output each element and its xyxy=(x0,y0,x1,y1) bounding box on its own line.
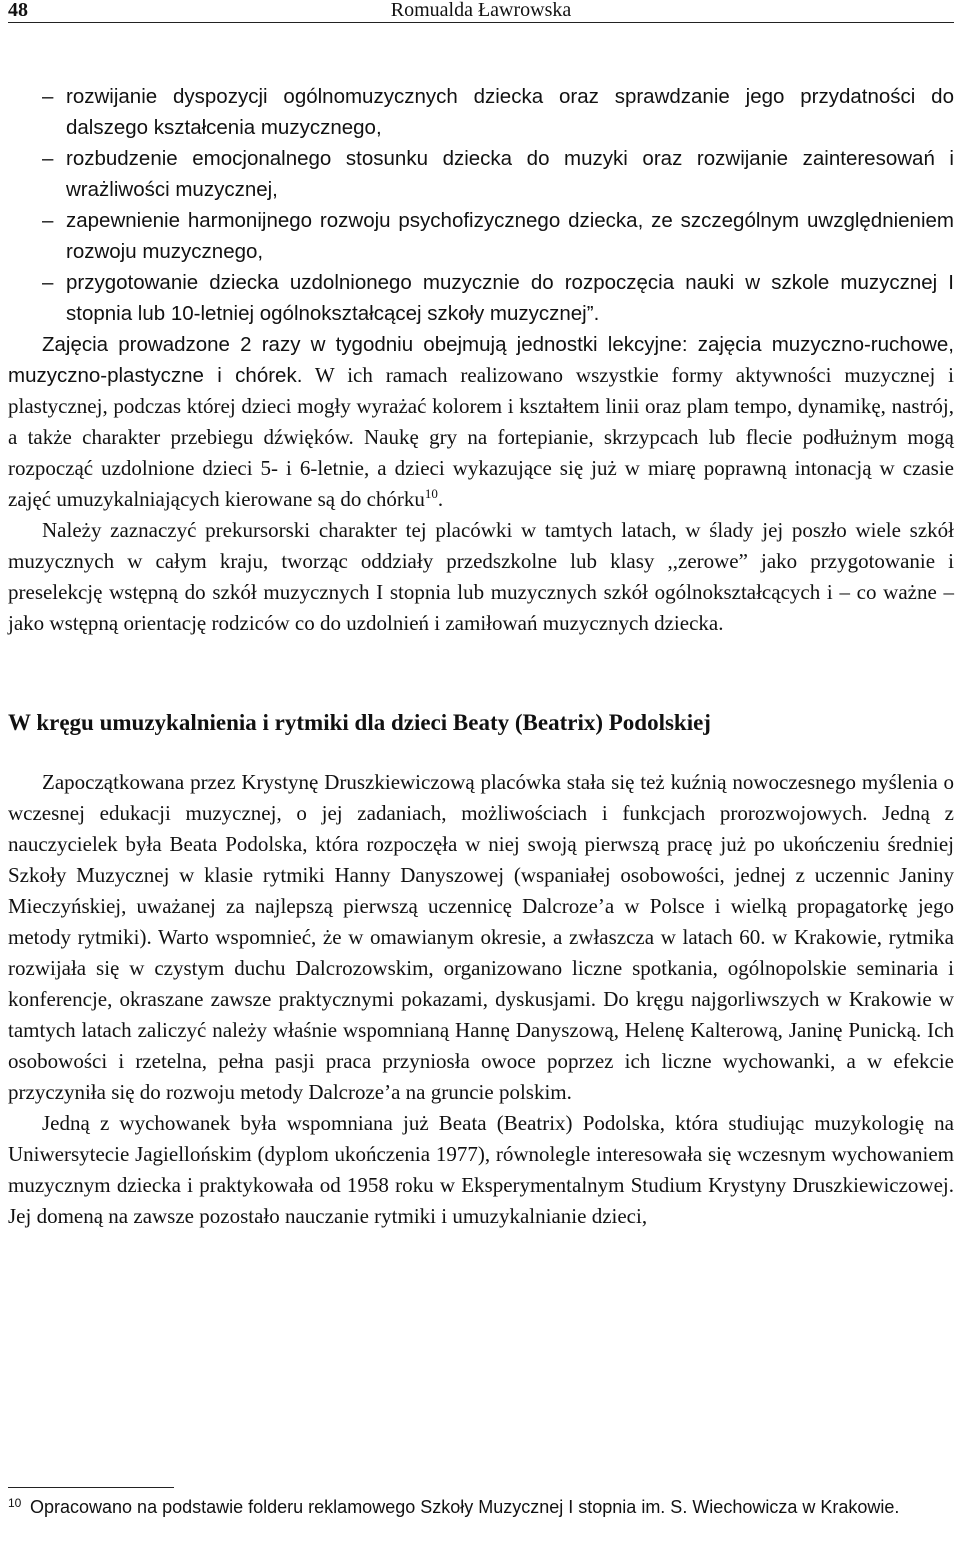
page-number: 48 xyxy=(8,0,28,21)
paragraph-classes-rest: W ich ramach realizowano wszystkie formy aktywności muzycznej i plastycznej, podczas której dzieci mogły wyrażać kolorem i kształtem linii oraz plam tempo, dynamikę, nastrój, a także charakter przebiegu dźwięków. Naukę gry na fortepianie, skrzypcach lub flecie podłużnym mogą rozpocząć uzdolnione dzieci 5- i 6-letnie, a dzieci wykazujące się już w miarę poprawną intonacją w czasie zajęć umuzykalniających kierowane są do chórku xyxy=(8,363,954,511)
section-body xyxy=(8,767,954,1232)
page-header xyxy=(8,0,954,23)
running-head: Romualda Ławrowska xyxy=(390,0,572,21)
list-item xyxy=(8,205,954,267)
paragraph-podolska: Jedną z wychowanek była wspomniana już Beata (Beatrix) Podolska, która studiując muzykologię na Uniwersytecie Jagiellońskim (dyplom ukończenia 1977), równolegle interesowała się wczesnym wychowaniem muzycznym dziecka i praktykowała od 1958 roku w Eksperymentalnym Studium Krystyny Druszkiewiczowej. Jej domeną na zawsze pozostało nauczanie rytmiki i umuzykalnianie dzieci, xyxy=(8,1111,954,1228)
list-dash: – xyxy=(42,85,54,108)
list-item-text: zapewnienie harmonijnego rozwoju psychofizycznego dziecka, ze szczególnym uwzględnieniem rozwoju muzycznego, xyxy=(66,209,954,263)
footnote-divider xyxy=(8,1487,174,1488)
footnote xyxy=(8,1494,948,1520)
list-item xyxy=(8,267,954,329)
footnote-mark: 10 xyxy=(8,1496,22,1510)
list-item-text: przygotowanie dziecka uzdolnionego muzycznie do rozpoczęcia nauki w szkole muzycznej I stopnia lub 10-letniej ogólnokształcącej szkoły muzycznej”. xyxy=(66,271,954,325)
paragraph-pioneering: Należy zaznaczyć prekursorski charakter tej placówki w tamtych latach, w ślady jej poszło wiele szkół muzycznych w całym kraju, tworząc oddziały przedszkolne lub klasy ,,zerowe” jako przygotowanie i preselekcję wstępną do szkół muzycznych I stopnia lub muzycznych szkół ogólnokształcących i – co ważne – jako wstępną orientację rodziców co do uzdolnień i zamiłowań muzycznych dziecka. xyxy=(8,518,954,635)
paragraph-classes-end: . xyxy=(437,487,444,511)
footnote-text: Opracowano na podstawie folderu reklamowego Szkoły Muzycznej I stopnia im. S. Wiechowicza w Krakowie. xyxy=(30,1497,900,1517)
paragraph-classes xyxy=(8,329,954,515)
section-title: W kręgu umuzykalnienia i rytmiki dla dzieci Beaty (Beatrix) Podolskiej xyxy=(8,710,711,735)
paragraph-druszkiewiczowa: Zapoczątkowana przez Krystynę Druszkiewiczową placówka stała się też kuźnią nowoczesnego myślenia o wczesnej edukacji muzycznej, o jej zadaniach, możliwościach i funkcjach prorozwojowych. Jedną z nauczycielek była Beata Podolska, która rozpoczęła w niej swoją pierwszą pracę już po ukończeniu średniej Szkoły Muzycznej w klasie rytmiki Hanny Danyszowej (wspaniałej osobowości, jednej z uczennic Janiny Mieczyńskiej, uważanej za najlepszą pierwszą uczennicę Dalcroze’a w Polsce i wielką propagatorkę jego metody rytmiki). Warto wspomnieć, że w omawianym okresie, a zwłaszcza w latach 60. w Krakowie, rytmika rozwijała się w czystym duchu Dalcrozowskim, organizowano liczne spotkania, ogólnopolskie seminaria i konferencje, okraszane zawsze praktycznymi pokazami, dyskusjami. Do kręgu najgorliwszych w Krakowie w tamtych latach zaliczyć należy właśnie wspomnianą Hannę Danyszową, Helenę Kalterową, Janinę Punicką. Ich osobowości i rzetelna, pełna pasji praca przyniosła owoce poprzez ich liczne wychowanki, a w efekcie przyczyniła się do rozwoju metody Dalcroze’a na gruncie polskim. xyxy=(8,770,954,1104)
list-item-text: rozbudzenie emocjonalnego stosunku dziecka do muzyki oraz rozwijanie zainteresowań i wrażliwości muzycznej, xyxy=(66,147,954,201)
list-dash: – xyxy=(42,147,54,170)
footnote-reference: 10 xyxy=(424,486,438,501)
list-dash: – xyxy=(42,271,54,294)
list-item-text: rozwijanie dyspozycji ogólnomuzycznych dziecka oraz sprawdzanie jego przydatności do dalszego kształcenia muzycznego, xyxy=(66,85,954,139)
goals-list xyxy=(8,81,954,329)
list-item xyxy=(8,81,954,143)
page xyxy=(8,0,954,1232)
list-item xyxy=(8,143,954,205)
list-dash: – xyxy=(42,209,54,232)
paragraph-classes-lead: Zajęcia prowadzone 2 razy w tygodniu obejmują jednostki lekcyjne: zajęcia muzyczno-ruchowe, muzyczno-plastyczne i chórek. xyxy=(8,333,954,387)
